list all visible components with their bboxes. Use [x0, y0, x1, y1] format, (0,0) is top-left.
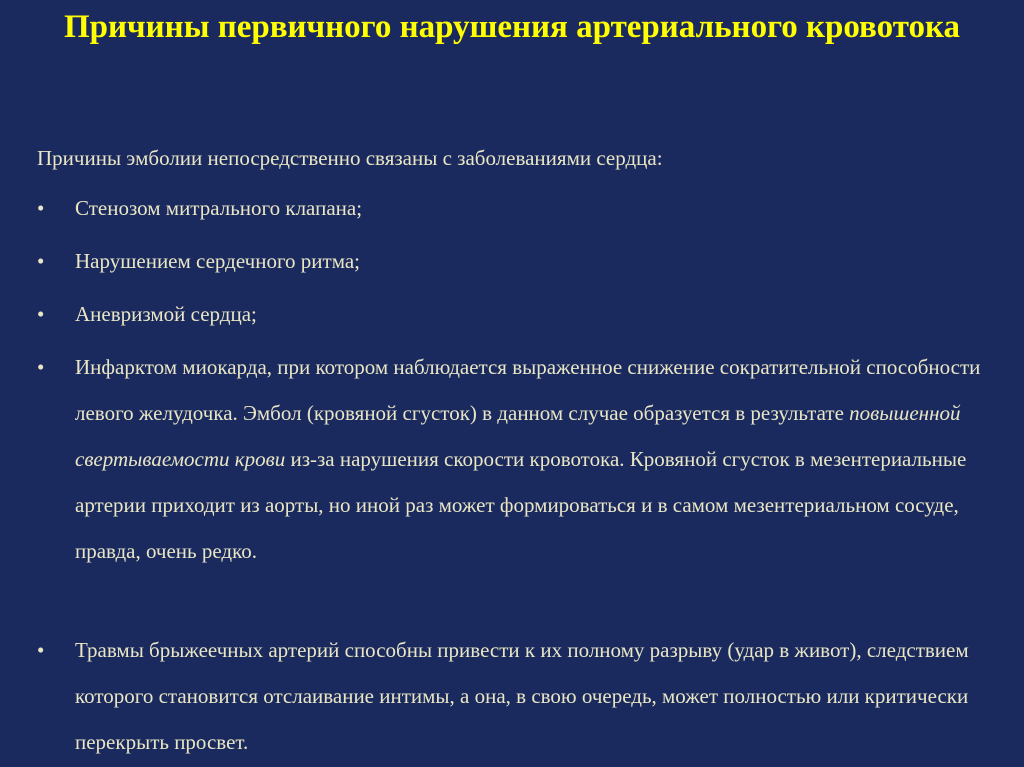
bullet-icon: • — [37, 302, 45, 326]
list-item-text: Стенозом митрального клапана; — [75, 196, 363, 220]
bullet-icon: • — [37, 249, 45, 273]
text-plain: из-за нарушения скорости кровотока. Кровяной сгусток в мезентериальные артерии приходит из аорты, но иной раз может формироваться и в самом мезентериальном сосуде, правда, очень редко. — [75, 447, 967, 563]
bullet-icon: • — [37, 638, 45, 662]
list-item-text: Нарушением сердечного ритма; — [75, 249, 360, 273]
list-item-text: Травмы брыжеечных артерий способны привести к их полному разрыву (удар в живот), следствием которого становится отслаивание интимы, а она, в свою очередь, может полностью или критически перекрыть просвет. — [75, 638, 969, 754]
intro-text: Причины эмболии непосредственно связаны с заболеваниями сердца: — [37, 146, 663, 170]
bullet-icon: • — [37, 196, 45, 220]
bullet-icon: • — [37, 355, 45, 379]
list-item-text: Аневризмой сердца; — [75, 302, 257, 326]
slide-title: Причины первичного нарушения артериального кровотока — [64, 9, 960, 45]
text-plain: Инфарктом миокарда, при котором наблюдается выраженное снижение сократительной способности левого желудочка. Эмбол (кровяной сгусток) в данном случае образуется в результате — [75, 355, 981, 425]
text-emphasis: повышенной свертываемости крови — [75, 401, 961, 471]
list-item-text — [75, 344, 995, 574]
